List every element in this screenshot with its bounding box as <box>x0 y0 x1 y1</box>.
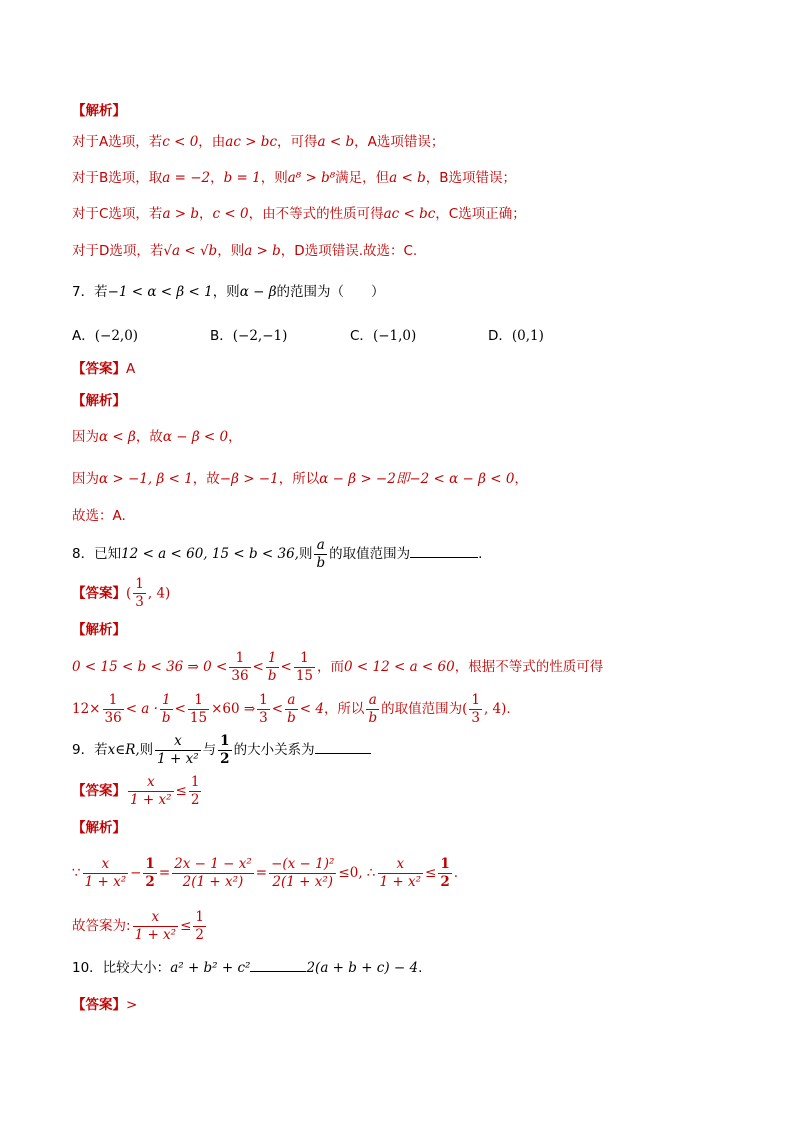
jiexi6-option-d: 对于D选项，若√a < √b，则a > b，D选项错误.故选：C. <box>72 243 418 259</box>
question-8-stem: 8．已知12 < a < 60, 15 < b < 36,则 $\frac{a}{b}$ 的取值范围为 . <box>72 536 483 571</box>
answer-blank <box>250 957 306 972</box>
jiexi-tag-7: 【解析】 <box>72 393 126 409</box>
q9-answer: 【答案】 $\frac{x}{\text{1 + x²}}$ ≤ $\frac{1}{2}$ <box>72 773 200 808</box>
q7-answer: 【答案】A <box>72 361 136 377</box>
question-10-stem: 10．比较大小：a² + b² + c² 2(a + b + c) − 4. <box>72 957 422 978</box>
jiexi6-option-b: 对于B选项，取a = −2，b = 1，则a⁸ > b⁸满足，但a < b，B选项错误； <box>72 170 517 186</box>
jiexi-tag-9: 【解析】 <box>72 820 126 836</box>
question-7-stem: 7．若−1 < α < β < 1，则α − β的范围为（ ） <box>72 284 385 300</box>
fraction-a-over-b: $\frac{a}{b}$ <box>316 536 326 571</box>
q7-option-b: B．(−2,−1) <box>210 328 288 344</box>
q7-option-d: D．(0,1) <box>488 328 544 344</box>
q8-answer: 【答案】( $\frac{1}{3}$ , 4) <box>72 576 171 610</box>
q9-jiexi-line-2: 故答案为: $\frac{x}{\text{1 + x²}}$ ≤ $\frac{1}{2}$ <box>72 908 204 943</box>
q7-jiexi-line-3: 故选：A. <box>72 508 126 524</box>
answer-blank <box>410 543 478 558</box>
q8-jiexi-line-1: 0 < 15 < b < 36 ⇒ 0 < $\frac{1}{36}$ < $\frac{1}{b}$ < $\frac{1}{15}$ ，而0 < 12 < a < 60，根据不等式的性质可得 <box>72 649 604 684</box>
q7-option-c: C．(−1,0) <box>350 328 417 344</box>
jiexi6-option-c: 对于C选项，若a > b，c < 0，由不等式的性质可得ac < bc，C选项正确； <box>72 206 526 222</box>
q7-jiexi-line-1: 因为α < β，故α − β < 0， <box>72 429 242 445</box>
question-9-stem: 9．若x∈R,则 $\frac{x}{\text{1 + x²}}$ 与 $\frac{1}{2}$ 的大小关系为 <box>72 731 371 769</box>
jiexi-tag-8: 【解析】 <box>72 622 126 638</box>
q7-jiexi-line-2: 因为α > −1, β < 1，故−β > −1，所以α − β > −2即−2 < α − β < 0， <box>72 471 528 487</box>
jiexi6-option-a: 对于A选项，若c < 0，由ac > bc，可得a < b，A选项错误； <box>72 134 445 150</box>
jiexi-tag-6: 【解析】 <box>72 103 126 119</box>
q9-jiexi-line-1: ∵ $\frac{x}{\text{1 + x²}}$ − $\frac{1}{2}$ = $\frac{\text{2x − 1 − x²}}{\text{2(1 + x²)}}$ = $\frac{\text{−(x − 1)²}}{\text{2(1 + x²)}}$ ≤0, ∴ $\frac{x}{\text{1 + x²}}$ ≤ $\frac{1}{2}$ . <box>72 855 459 890</box>
q7-option-a: A．(−2,0) <box>72 328 139 344</box>
answer-blank <box>315 739 371 754</box>
q8-jiexi-line-2: 12× $\frac{1}{36}$ < a · $\frac{1}{b}$ < $\frac{1}{15}$ ×60 ⇒ $\frac{1}{3}$ < $\frac{a}{b}$ < 4，所以 $\frac{a}{b}$ 的取值范围为( $\frac{1}{3}$ , 4). <box>72 691 511 726</box>
q10-answer: 【答案】> <box>72 997 138 1013</box>
